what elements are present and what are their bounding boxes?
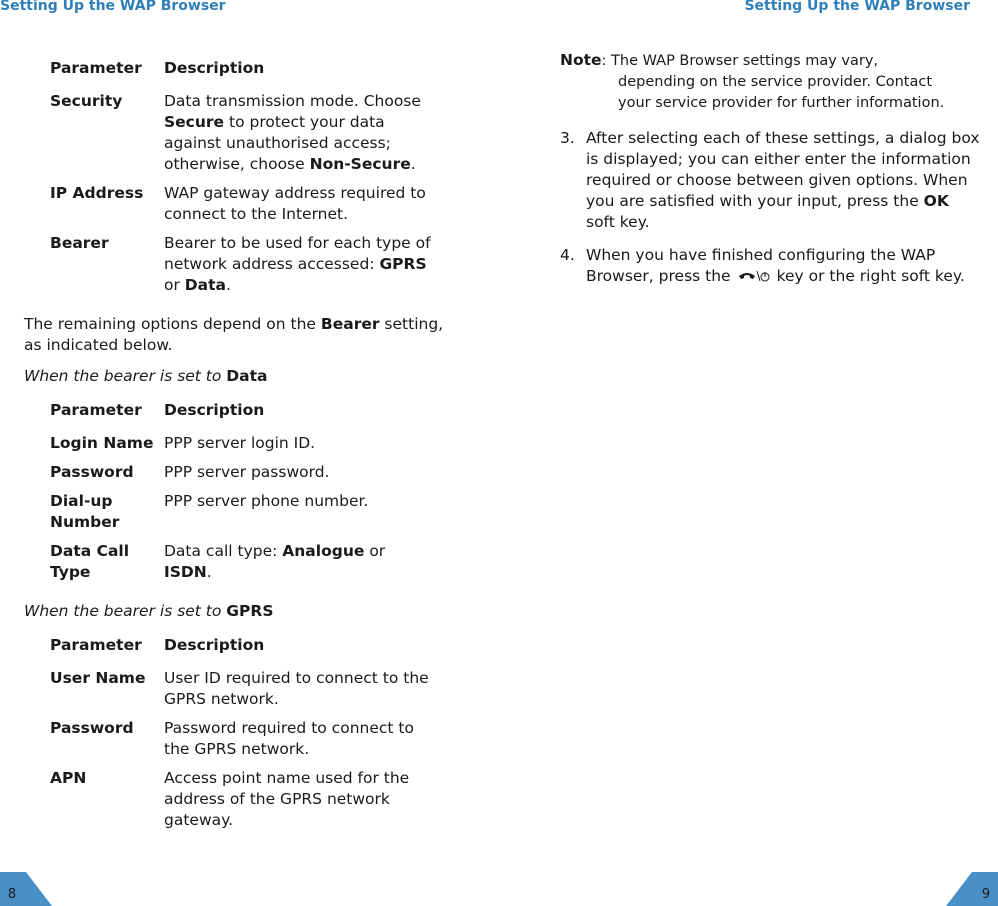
column-header-description: Description <box>164 59 265 77</box>
note-label: Note <box>560 51 602 69</box>
table-row <box>50 718 436 768</box>
param-name: Bearer <box>50 234 109 252</box>
right-page-content <box>560 50 980 301</box>
page-number-right: 9 <box>981 887 991 902</box>
param-description: WAP gateway address required to connect to the Internet. <box>164 184 426 223</box>
table-row <box>50 183 436 233</box>
table-header-row <box>50 400 436 433</box>
param-description: PPP server phone number. <box>164 492 369 510</box>
param-description: Data transmission mode. Choose Secure to protect your data against unauthorised access; otherwise, choose Non-Secure. <box>164 92 421 173</box>
table-row <box>50 768 436 831</box>
left-running-header: Setting Up the WAP Browser <box>0 0 226 14</box>
table-row <box>50 91 436 183</box>
gprs-bearer-table <box>50 635 436 831</box>
remaining-options-paragraph: The remaining options depend on the Bearer setting, as indicated below. <box>24 315 444 354</box>
page-number-left: 8 <box>7 887 17 902</box>
param-name: Password <box>50 463 134 481</box>
steps-list <box>560 128 980 289</box>
right-running-header: Setting Up the WAP Browser <box>744 0 970 14</box>
table-row <box>50 541 436 583</box>
param-description: User ID required to connect to the GPRS network. <box>164 669 429 708</box>
table-header-row <box>50 635 436 668</box>
list-item: 4. When you have finished configuring the WAP Browser, press the key or the right soft key. <box>560 245 980 289</box>
table-row <box>50 433 436 462</box>
data-bearer-table <box>50 400 436 583</box>
param-description: PPP server login ID. <box>164 434 316 452</box>
gprs-section-heading: When the bearer is set to GPRS <box>24 602 274 620</box>
table-row <box>50 668 436 718</box>
param-name: APN <box>50 769 87 787</box>
column-header-parameter: Parameter <box>50 401 142 419</box>
column-header-description: Description <box>164 401 265 419</box>
param-description: Access point name used for the address of the GPRS network gateway. <box>164 769 410 829</box>
param-name: Login Name <box>50 434 154 452</box>
param-name: Data Call Type <box>50 542 130 581</box>
param-description: PPP server password. <box>164 463 330 481</box>
list-item: 3. After selecting each of these settings, a dialog box is displayed; you can either enter the information required or choose between given options. When you are satisfied with your input, press the OK soft key. <box>560 129 980 231</box>
table-row <box>50 233 436 296</box>
param-name: User Name <box>50 669 146 687</box>
param-name: Security <box>50 92 123 110</box>
note-paragraph: Note: The WAP Browser settings may vary, depending on the service provider. Contact your service provider for further information. <box>560 51 945 111</box>
column-header-parameter: Parameter <box>50 636 142 654</box>
data-section-heading: When the bearer is set to Data <box>24 367 268 385</box>
param-description: Data call type: Analogue or ISDN. <box>164 542 386 581</box>
table-row <box>50 462 436 491</box>
end-call-power-key-icon <box>737 268 771 289</box>
right-page-number-tab <box>946 872 998 906</box>
column-header-parameter: Parameter <box>50 59 142 77</box>
param-name: Password <box>50 719 134 737</box>
left-page-content <box>24 58 444 831</box>
left-page-number-tab <box>0 872 52 906</box>
settings-table <box>50 58 436 296</box>
param-description: Password required to connect to the GPRS network. <box>164 719 414 758</box>
param-description: Bearer to be used for each type of network address accessed: GPRS or Data. <box>164 234 431 294</box>
table-row <box>50 491 436 541</box>
column-header-description: Description <box>164 636 265 654</box>
param-name: IP Address <box>50 184 144 202</box>
param-name: Dial-up Number <box>50 492 120 531</box>
table-header-row <box>50 58 436 91</box>
